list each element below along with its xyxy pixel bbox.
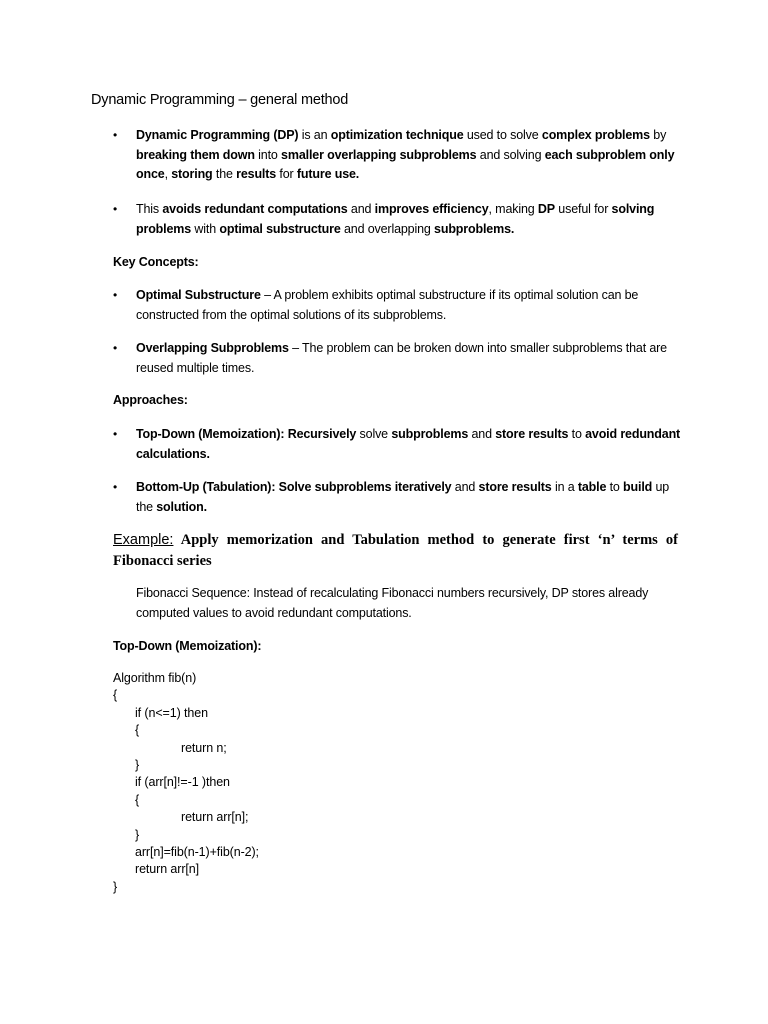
page-title: Dynamic Programming – general method bbox=[91, 92, 349, 108]
code-line: arr[n]=fib(n-1)+fib(n-2); bbox=[135, 844, 259, 859]
text-run: and bbox=[451, 480, 479, 494]
bold-run: solution. bbox=[156, 499, 207, 514]
text-run: to bbox=[606, 480, 624, 494]
bold-run: avoids redundant computations bbox=[162, 202, 348, 216]
example-label: Example: bbox=[113, 532, 174, 548]
code-line: } bbox=[113, 879, 118, 894]
code-line: { bbox=[113, 688, 118, 703]
code-line: if (n<=1) then bbox=[135, 705, 208, 720]
text-run: , bbox=[164, 167, 172, 181]
bold-run: smaller overlapping subproblems bbox=[281, 147, 477, 162]
code-line: Algorithm fib(n) bbox=[113, 671, 197, 685]
text-run: and bbox=[468, 427, 496, 441]
code-line: { bbox=[135, 723, 140, 738]
bold-run: complex problems bbox=[541, 128, 650, 142]
code-line: } bbox=[135, 827, 140, 842]
bold-run: results bbox=[236, 167, 277, 181]
bullet-marker: • bbox=[113, 427, 118, 441]
bold-run: Top-Down (Memoization): Recursively bbox=[136, 427, 357, 441]
text-run: used to solve bbox=[463, 128, 542, 142]
example-statement bbox=[113, 530, 678, 572]
code-line: return n; bbox=[181, 740, 227, 755]
key-concept-overlapping-subproblems bbox=[136, 339, 681, 378]
approach-top-down bbox=[136, 425, 681, 464]
bold-run: solving problems bbox=[136, 202, 655, 236]
bold-run: avoid redundant calculations. bbox=[136, 427, 681, 461]
bold-run: subproblems bbox=[391, 427, 469, 441]
bold-run: store results bbox=[495, 427, 569, 441]
bold-run: improves efficiency bbox=[374, 202, 489, 216]
approach-bottom-up bbox=[136, 478, 681, 517]
bold-run: Dynamic Programming (DP) bbox=[136, 128, 299, 142]
bullet-marker: • bbox=[113, 128, 118, 142]
text-run: into bbox=[254, 147, 282, 162]
bold-run: DP bbox=[537, 202, 555, 216]
code-line: } bbox=[135, 757, 140, 772]
fibonacci-note: Fibonacci Sequence: Instead of recalculating Fibonacci numbers recursively, DP stores already computed values to avoid redundant computations. bbox=[136, 586, 649, 620]
bold-run: storing bbox=[171, 167, 213, 181]
text-run: up the bbox=[136, 480, 670, 514]
text-run: – The problem can be broken down into smaller subproblems that are reused multiple times. bbox=[136, 341, 667, 375]
bold-run: Overlapping Subproblems bbox=[136, 341, 289, 355]
bold-run: table bbox=[577, 480, 607, 494]
text-run: in a bbox=[551, 480, 578, 494]
text-run: with bbox=[191, 221, 220, 236]
bullet-marker: • bbox=[113, 202, 118, 216]
bold-run: future use. bbox=[296, 167, 360, 181]
text-run: by bbox=[649, 128, 667, 142]
bold-run: Optimal Substructure bbox=[136, 288, 261, 302]
key-concept-optimal-substructure bbox=[136, 286, 681, 325]
bold-run: subproblems. bbox=[434, 221, 515, 236]
approaches-label: Approaches: bbox=[113, 393, 188, 407]
text-run: and overlapping bbox=[340, 221, 435, 236]
bold-run: optimization technique bbox=[330, 128, 464, 142]
text-run: – A problem exhibits optimal substructure if its optimal solution can be constructed from the optimal solutions of its subproblems. bbox=[136, 288, 639, 322]
text-run: the bbox=[212, 167, 237, 181]
code-line: return arr[n] bbox=[135, 862, 200, 877]
bold-run: build bbox=[623, 480, 653, 494]
bullet-marker: • bbox=[113, 341, 118, 355]
algorithm-code-block bbox=[113, 670, 259, 896]
bold-run: optimal substructure bbox=[219, 221, 341, 236]
text-run: and bbox=[347, 202, 375, 216]
intro-bullet-1 bbox=[136, 126, 681, 185]
text-run: is an bbox=[298, 128, 331, 142]
bold-run: breaking them down bbox=[136, 147, 255, 162]
text-run: to bbox=[568, 427, 586, 441]
code-line: { bbox=[135, 792, 140, 807]
code-line: return arr[n]; bbox=[181, 810, 249, 825]
key-concepts-label: Key Concepts: bbox=[113, 255, 199, 269]
intro-bullet-2 bbox=[136, 200, 681, 239]
text-run: and solving bbox=[476, 147, 545, 162]
text-run: for bbox=[276, 167, 297, 181]
top-down-label: Top-Down (Memoization): bbox=[113, 639, 262, 653]
bullet-marker: • bbox=[113, 288, 118, 302]
bold-run: Bottom-Up (Tabulation): Solve subproblems iteratively bbox=[136, 480, 452, 494]
text-run: This bbox=[136, 202, 163, 216]
bullet-marker: • bbox=[113, 480, 118, 494]
example-text: Apply memorization and Tabulation method to generate first ‘n’ terms of Fibonacci series bbox=[113, 532, 678, 569]
bold-run: store results bbox=[478, 480, 552, 494]
text-run: , making bbox=[488, 202, 538, 216]
code-line: if (arr[n]!=-1 )then bbox=[135, 775, 230, 790]
text-run: useful for bbox=[554, 202, 612, 216]
text-run: solve bbox=[356, 427, 392, 441]
bold-run: each subproblem only once bbox=[136, 147, 675, 181]
